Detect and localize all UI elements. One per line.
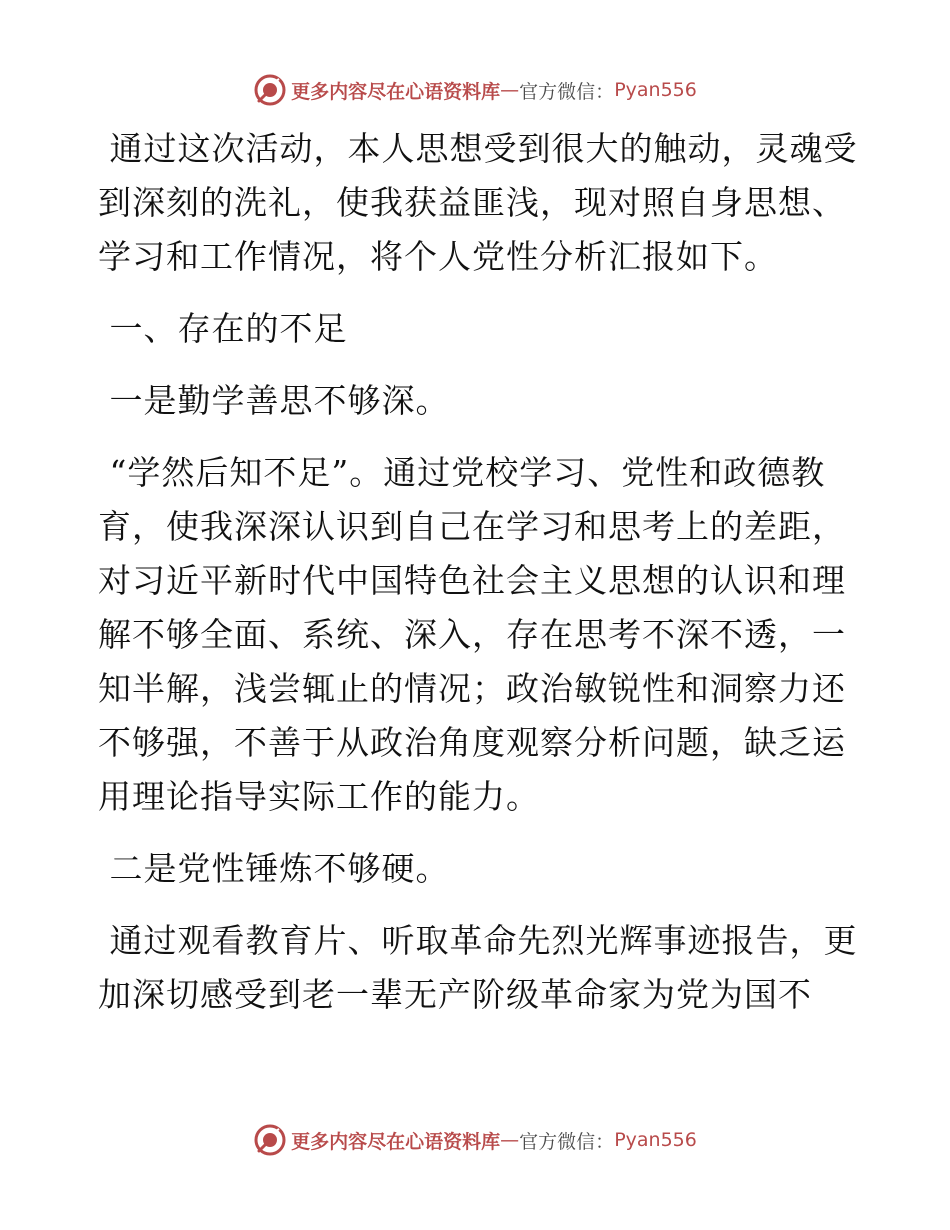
banner-wechat-id: Pyan556 [614, 1129, 697, 1151]
section-heading: 一、存在的不足 [98, 309, 348, 348]
red-circle-logo-icon [253, 1123, 287, 1157]
banner-wechat-label: 官方微信： [519, 1130, 615, 1153]
intro-paragraph: 通过这次活动，本人思想受到很大的触动，灵魂受到深刻的洗礼，使我获益匪浅，现对照自身思想、学习和工作情况，将个人党性分析汇报如下。 [98, 129, 858, 276]
subheading-one: 一是勤学善思不够深。 [98, 381, 450, 420]
paragraph-study: “学然后知不足”。通过党校学习、党性和政德教育，使我深深认识到自己在学习和思考上的差距，对习近平新时代中国特色社会主义思想的认识和理解不够全面、系统、深入，存在思考不深不透，一知半解，浅尝辄止的情况；政治敏锐性和洞察力还不够强，不善于从政治角度观察分析问题，缺乏运用理论指导实际工作的能力。 [98, 453, 846, 816]
banner-dash: — [500, 79, 520, 101]
banner-main-text: 更多内容尽在心语资料库 [291, 80, 501, 103]
banner-dash: — [500, 1129, 520, 1151]
paragraph-party-spirit: 通过观看教育片、听取革命先烈光辉事迹报告，更加深切感受到老一辈无产阶级革命家为党为国不 [98, 921, 858, 1014]
header-banner [0, 70, 950, 110]
banner-wechat-id: Pyan556 [614, 79, 697, 101]
red-circle-logo-icon [253, 73, 287, 107]
subheading-two: 二是党性锤炼不够硬。 [98, 849, 450, 888]
banner-wechat-label: 官方微信： [519, 80, 615, 103]
banner-main-text: 更多内容尽在心语资料库 [291, 1130, 501, 1153]
footer-banner [0, 1120, 950, 1160]
document-body [98, 122, 858, 1022]
